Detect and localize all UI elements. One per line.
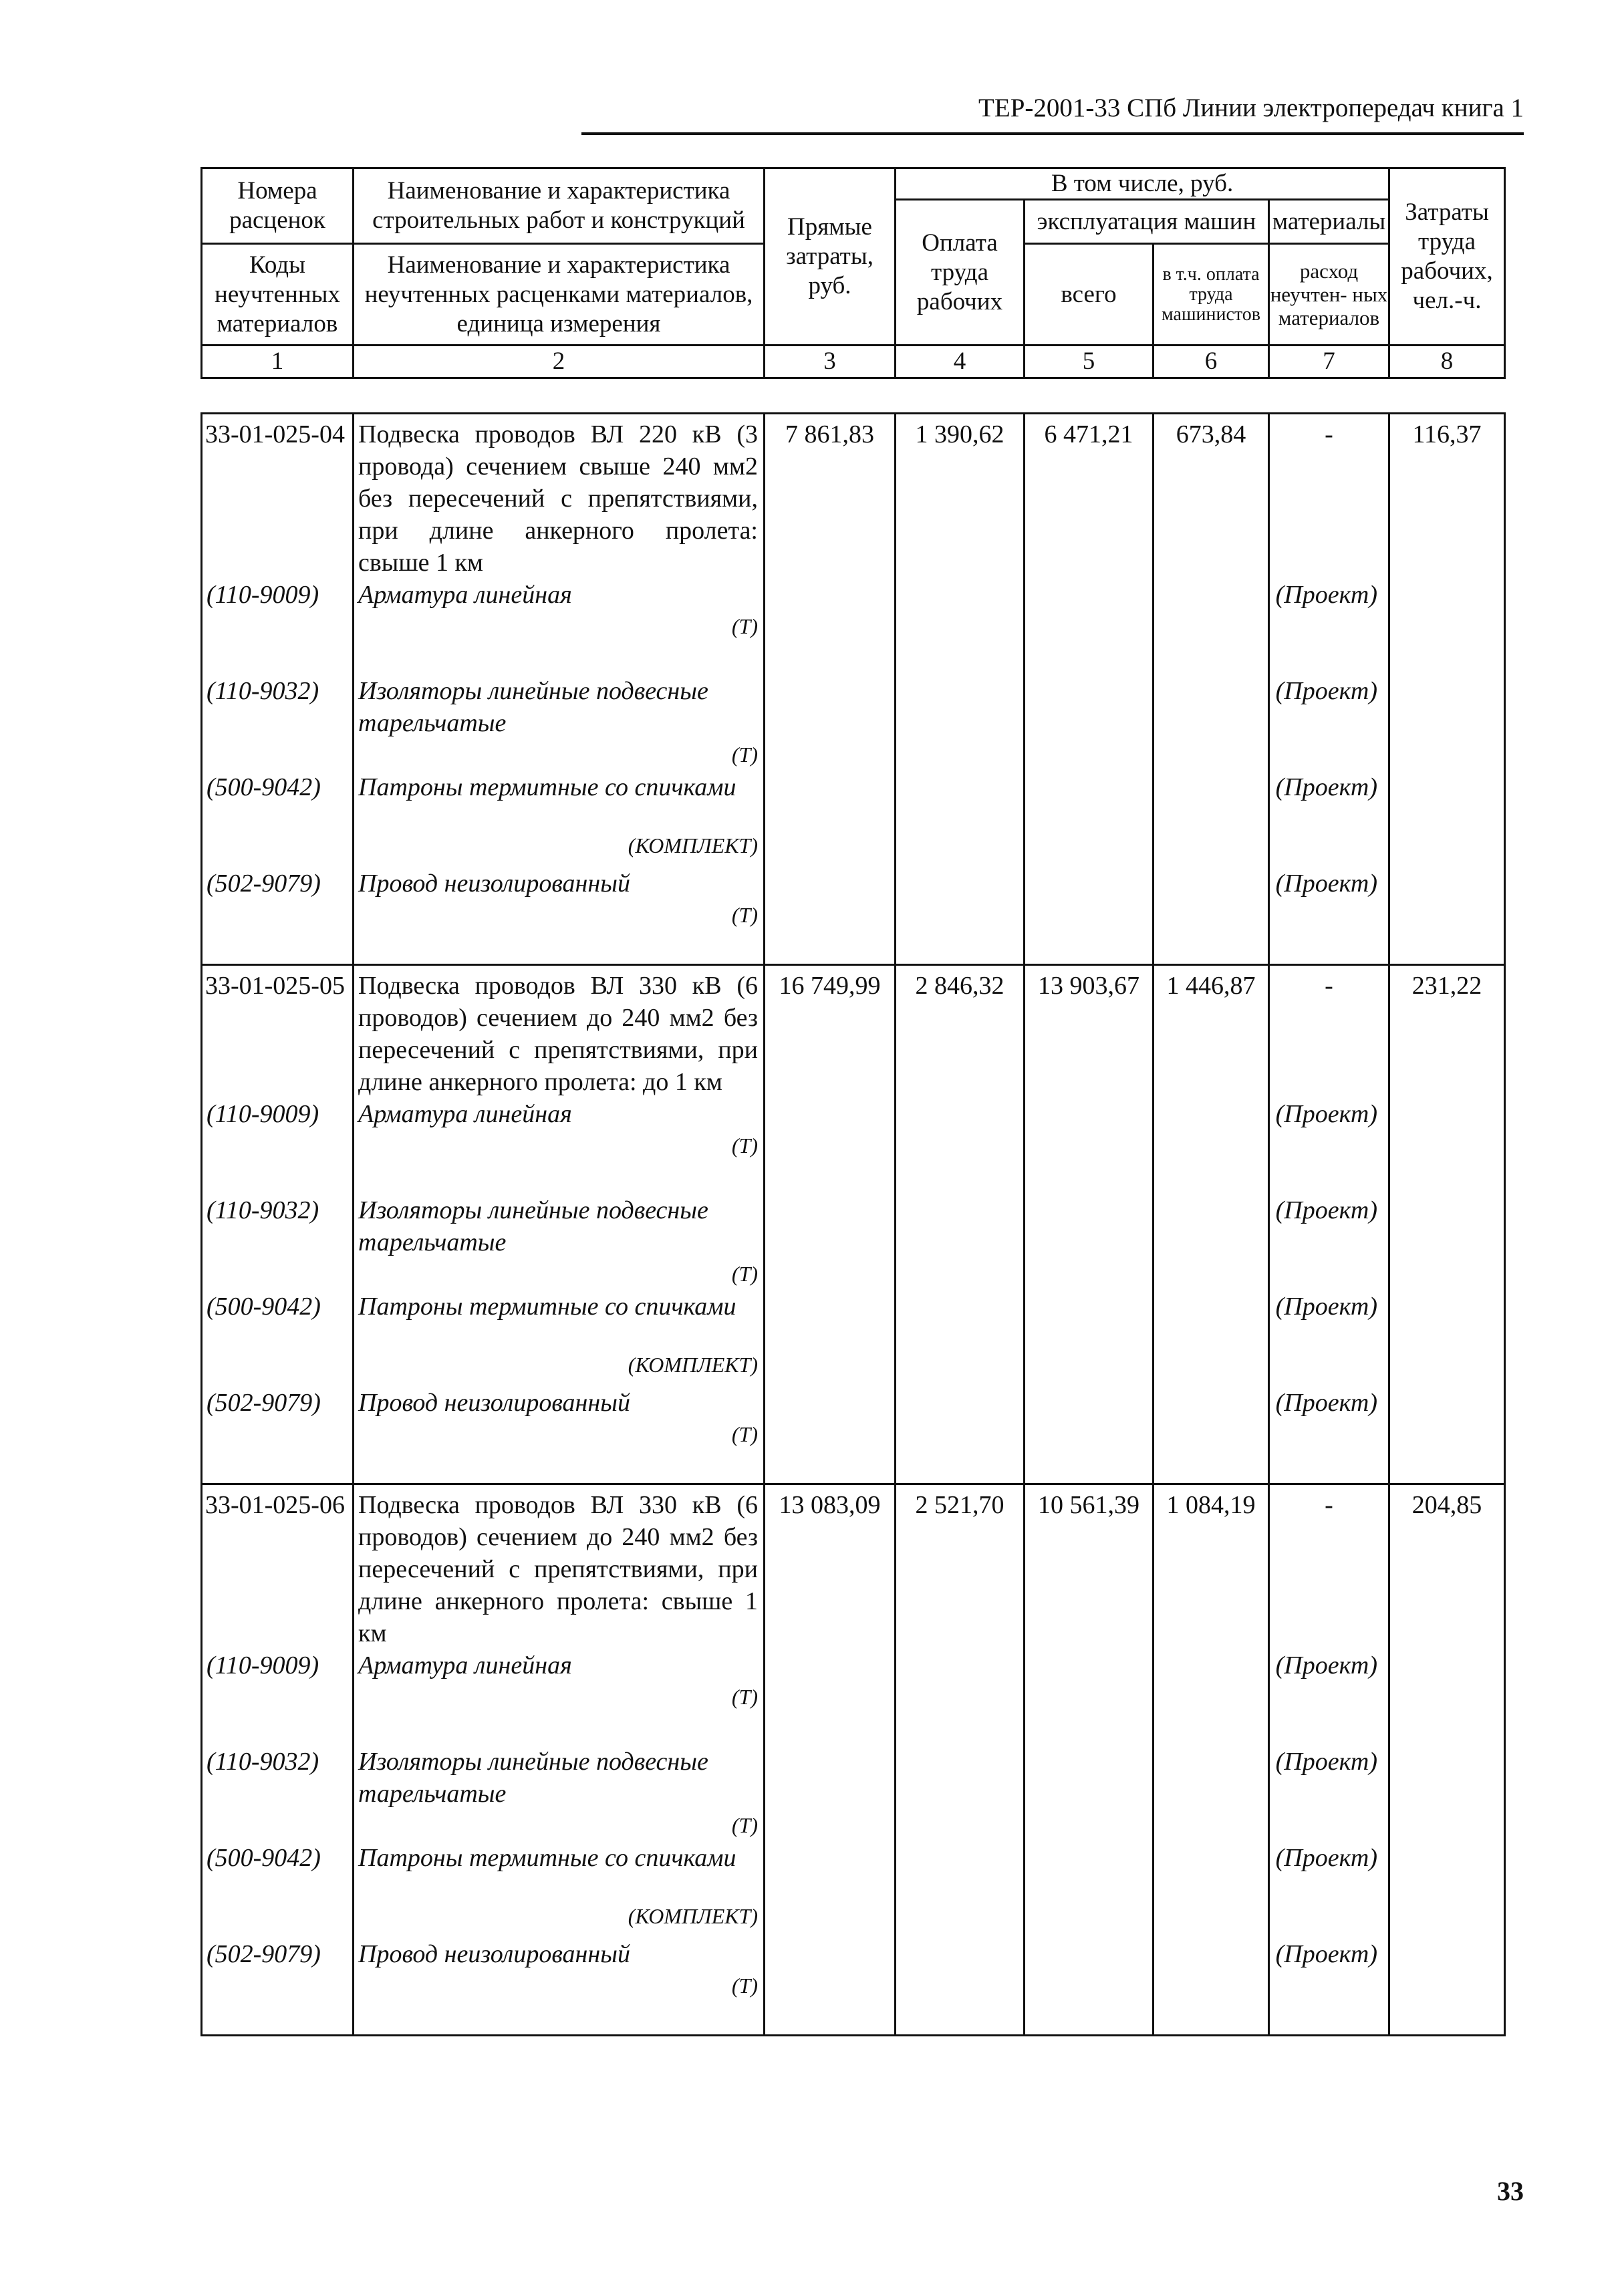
machines-total: 10 561,39 [1025,1484,1154,1650]
materials-spend: - [1269,414,1389,579]
col-number: 3 [765,346,896,378]
machines-total: 6 471,21 [1025,414,1154,579]
machinists-wages: 1 084,19 [1154,1484,1269,1650]
material-unit: (Т) [731,743,758,767]
running-header: ТЕР-2001-33 СПб Линии электропередач книга 1 [978,94,1524,122]
material-name-text: Провод неизолированный [358,1940,630,1968]
material-spend: (Проект) [1269,1938,1389,2036]
material-unit: (КОМПЛЕКТ) [628,833,758,857]
group-header: В том числе, руб. [896,168,1389,200]
material-code: (110-9032) [202,675,354,771]
material-name [354,867,765,965]
material-row [202,579,1505,675]
col-number: 1 [202,346,354,378]
work-name: Подвеска проводов ВЛ 330 кВ (6 проводов) сечением до 240 мм2 без пересечений с препятствиями, при длине анкерного пролета: свыше 1 км [354,1484,765,1650]
material-code: (110-9032) [202,1746,354,1842]
material-row [202,867,1505,965]
material-unit: (Т) [731,903,758,927]
col-number: 6 [1154,346,1269,378]
material-spend: (Проект) [1269,1649,1389,1746]
material-spend: (Проект) [1269,1194,1389,1291]
col-number: 4 [896,346,1025,378]
labor-hours: 116,37 [1389,414,1505,579]
machines-header: эксплуатация машин [1025,200,1269,244]
materials-header: материалы [1269,200,1389,244]
col3-header: Прямые затраты, руб. [765,168,896,346]
col1-bottom-header: Коды неучтенных материалов [202,244,354,346]
materials-spend: - [1269,965,1389,1099]
materials-spend: - [1269,1484,1389,1650]
material-row [202,1649,1505,1746]
material-spend: (Проект) [1269,1842,1389,1938]
material-unit: (Т) [731,1813,758,1837]
material-row [202,1387,1505,1484]
material-name-text: Изоляторы линейные подвесные тарельчатые [358,677,708,737]
material-row [202,1291,1505,1387]
direct-costs: 16 749,99 [765,965,896,1099]
material-name-text: Провод неизолированный [358,869,630,898]
material-name [354,1291,765,1387]
material-spend: (Проект) [1269,867,1389,965]
material-unit: (Т) [731,1262,758,1286]
material-name [354,1746,765,1842]
material-name-text: Провод неизолированный [358,1389,630,1417]
labor-hours: 231,22 [1389,965,1505,1099]
material-row [202,1194,1505,1291]
header-rule [581,132,1524,135]
material-unit: (Т) [731,1974,758,1998]
material-code: (500-9042) [202,1842,354,1938]
material-name [354,1387,765,1484]
material-name [354,771,765,867]
rate-row [202,1484,1505,1650]
rate-row [202,414,1505,579]
direct-costs: 13 083,09 [765,1484,896,1650]
material-code: (110-9032) [202,1194,354,1291]
col2-top-header: Наименование и характеристика строительных работ и конструкций [354,168,765,244]
material-name [354,1194,765,1291]
col4-header: Оплата труда рабочих [896,200,1025,346]
material-spend: (Проект) [1269,1746,1389,1842]
material-name [354,1842,765,1938]
material-code: (502-9079) [202,867,354,965]
col2-bottom-header: Наименование и характеристика неучтенных расценками материалов, единица измерения [354,244,765,346]
column-header-table [200,167,1506,379]
material-spend: (Проект) [1269,579,1389,675]
col7-header: расход неучтен- ных материалов [1269,244,1389,346]
material-code: (502-9079) [202,1938,354,2036]
col1-top-header: Номера расценок [202,168,354,244]
material-code: (500-9042) [202,771,354,867]
material-name [354,675,765,771]
material-spend: (Проект) [1269,1387,1389,1484]
material-unit: (Т) [731,1422,758,1446]
material-name-text: Арматура линейная [358,1651,572,1679]
material-name-text: Изоляторы линейные подвесные тарельчатые [358,1196,708,1256]
material-unit: (Т) [731,614,758,638]
work-name: Подвеска проводов ВЛ 330 кВ (6 проводов) сечением до 240 мм2 без пересечений с препятствиями, при длине анкерного пролета: до 1 км [354,965,765,1099]
material-row [202,1938,1505,2036]
col-number: 8 [1389,346,1505,378]
wages: 2 846,32 [896,965,1025,1099]
material-spend: (Проект) [1269,1098,1389,1194]
material-code: (500-9042) [202,1291,354,1387]
wages: 2 521,70 [896,1484,1025,1650]
material-code: (110-9009) [202,1098,354,1194]
material-name-text: Арматура линейная [358,1100,572,1128]
col-number: 5 [1025,346,1154,378]
col6-header: в т.ч. оплата труда машинистов [1154,244,1269,346]
material-name-text: Патроны термитные со спичками [358,1844,736,1872]
material-name-text: Арматура линейная [358,581,572,609]
material-spend: (Проект) [1269,1291,1389,1387]
rates-table [200,412,1506,2036]
material-name-text: Патроны термитные со спичками [358,1293,736,1321]
rate-code: 33-01-025-05 [202,965,354,1099]
rate-code: 33-01-025-06 [202,1484,354,1650]
material-row [202,1842,1505,1938]
rate-row [202,965,1505,1099]
material-spend: (Проект) [1269,675,1389,771]
material-row [202,1098,1505,1194]
col-number: 7 [1269,346,1389,378]
machinists-wages: 1 446,87 [1154,965,1269,1099]
material-name [354,1649,765,1746]
material-name [354,1938,765,2036]
page-number: 33 [1497,2176,1524,2206]
material-code: (110-9009) [202,579,354,675]
col-number: 2 [354,346,765,378]
material-unit: (КОМПЛЕКТ) [628,1353,758,1377]
machines-total: 13 903,67 [1025,965,1154,1099]
col5-header: всего [1025,244,1154,346]
material-name [354,1098,765,1194]
material-unit: (Т) [731,1133,758,1158]
machinists-wages: 673,84 [1154,414,1269,579]
material-name [354,579,765,675]
material-code: (502-9079) [202,1387,354,1484]
material-name-text: Патроны термитные со спичками [358,773,736,801]
work-name: Подвеска проводов ВЛ 220 кВ (3 провода) сечением свыше 240 мм2 без пересечений с препятствиями, при длине анкерного пролета: свыше 1 км [354,414,765,579]
material-spend: (Проект) [1269,771,1389,867]
col8-header: Затраты труда рабочих, чел.-ч. [1389,168,1505,346]
material-row [202,771,1505,867]
rate-code: 33-01-025-04 [202,414,354,579]
material-row [202,675,1505,771]
material-name-text: Изоляторы линейные подвесные тарельчатые [358,1748,708,1808]
material-unit: (КОМПЛЕКТ) [628,1904,758,1928]
material-row [202,1746,1505,1842]
material-code: (110-9009) [202,1649,354,1746]
direct-costs: 7 861,83 [765,414,896,579]
labor-hours: 204,85 [1389,1484,1505,1650]
wages: 1 390,62 [896,414,1025,579]
material-unit: (Т) [731,1685,758,1709]
